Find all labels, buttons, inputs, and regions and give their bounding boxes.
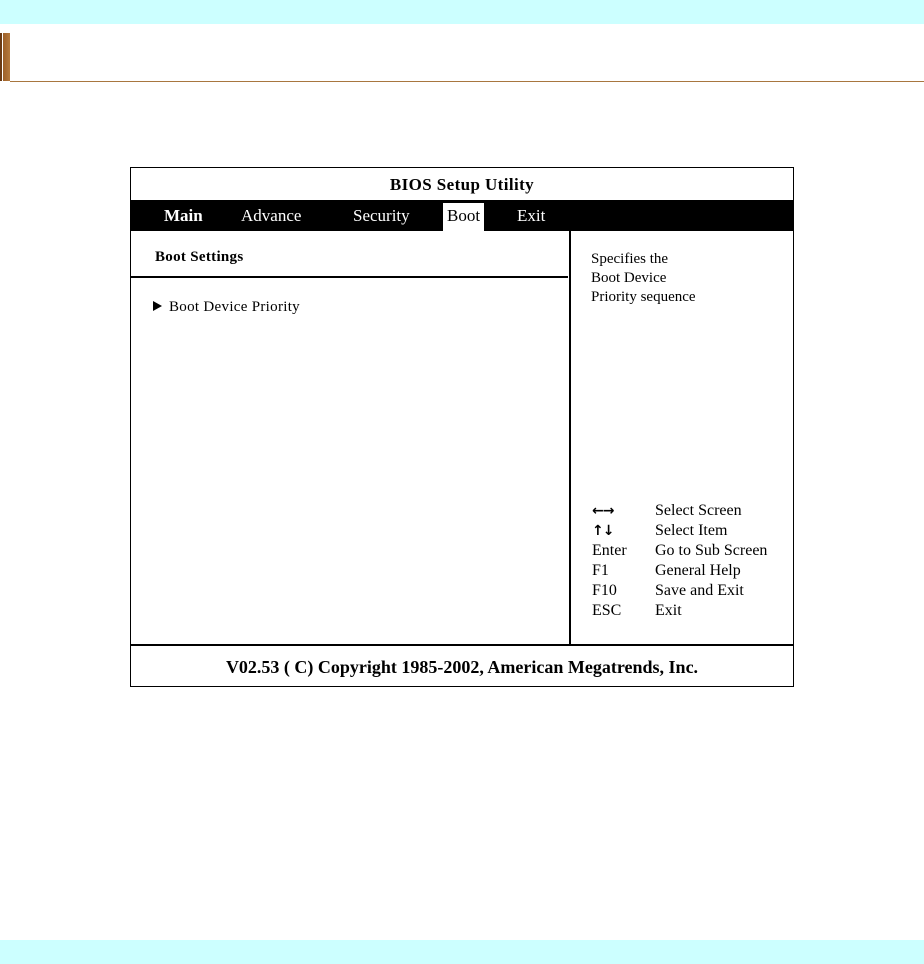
legend-desc: Go to Sub Screen	[655, 542, 768, 559]
help-line: Priority sequence	[591, 289, 696, 305]
tab-exit[interactable]: Exit	[517, 206, 546, 225]
help-panel	[571, 231, 793, 644]
submenu-arrow-icon	[153, 301, 162, 311]
bottom-band	[0, 940, 924, 964]
settings-panel	[131, 231, 571, 644]
tab-main[interactable]: Main	[164, 206, 203, 225]
legend-desc: Select Screen	[655, 502, 742, 519]
menu-bar	[131, 200, 793, 231]
boot-device-priority-item[interactable]	[153, 299, 300, 316]
boot-item-label: Boot Device Priority	[169, 299, 300, 315]
bios-window	[130, 167, 794, 687]
legend-key: F10	[592, 582, 617, 599]
header-accent-bar	[0, 33, 10, 81]
tab-advance[interactable]: Advance	[241, 206, 302, 225]
top-band	[0, 0, 924, 24]
help-line: Specifies the	[591, 251, 669, 267]
help-text	[591, 250, 696, 307]
legend-desc: General Help	[655, 562, 741, 579]
copyright-footer: V02.53 ( C) Copyright 1985-2002, American Megatrends, Inc.	[225, 657, 699, 677]
section-title: Boot Settings	[155, 249, 244, 265]
header-divider	[10, 81, 924, 82]
legend-key: Enter	[592, 542, 627, 559]
legend-desc: Save and Exit	[655, 582, 744, 599]
section-divider	[131, 276, 568, 278]
tab-security[interactable]: Security	[353, 206, 410, 225]
tab-boot[interactable]: Boot	[443, 203, 484, 231]
legend-desc: Select Item	[655, 522, 728, 539]
up-down-arrows-icon: ↑↓	[592, 523, 614, 539]
help-line: Boot Device	[591, 270, 667, 286]
legend-desc: Exit	[655, 602, 682, 619]
legend-key: F1	[592, 562, 609, 579]
bios-title: BIOS Setup Utility	[389, 175, 535, 194]
legend-key: ESC	[592, 602, 622, 619]
left-right-arrows-icon: ←→	[592, 503, 614, 519]
